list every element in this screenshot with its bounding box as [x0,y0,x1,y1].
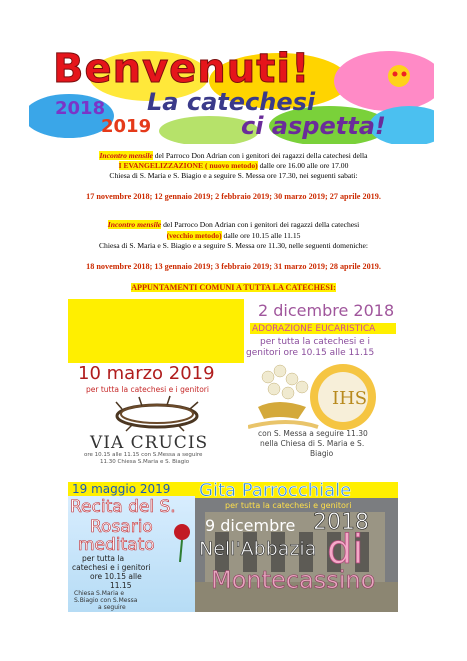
banner-line2: ci aspetta! [241,112,386,140]
adorazione-date: 2 dicembre 2018 [258,301,395,320]
heart-eyes-emoji-icon [388,65,410,87]
poster-adorazione [244,299,400,467]
banner-year-top: 2018 [55,98,106,119]
gita-year: 2018 [313,510,369,535]
adorazione-detail1: con S. Messa a seguire 11.30 [258,429,368,438]
notice-new-line1 [30,151,437,161]
rosario-sub6: S.Biagio con S.Messa [74,597,138,604]
notice-new-method: I EVANGELIZZAZIONE ( nuovo metodo) [118,161,258,170]
rosario-sub3: ore 10.15 alle [90,572,142,581]
adorazione-detail2: nella Chiesa di S. Maria e S. [260,439,365,448]
gita-date: 9 dicembre [205,516,296,535]
notice-old-text2: dalle ore 10.15 alle 11.15 [221,231,301,240]
rosario-sub1: per tutta la [82,554,125,563]
poster-via-crucis [68,299,244,467]
adorazione-sub2: genitori ore 10.15 alle 11.15 [246,348,375,358]
banner-welcome: Benvenuti! [53,46,311,92]
rosario-sub5: Chiesa S.Maria e [74,590,125,597]
rosario-sub4: 11.15 [110,581,132,590]
rosario-sub7: a seguire [98,604,126,611]
svg-text:IHS: IHS [332,388,368,409]
notice-new-text2: dalle ore 16.00 alle ore 17.00 [257,161,349,170]
poster-rosario [68,482,195,612]
notice-new-line3: Chiesa di S. Maria e S. Biagio e a seguire S. Messa ore 17.30, nei seguenti sabati: [109,171,358,180]
rosario-title3: meditato [78,535,155,555]
banner-year-bottom: 2019 [101,116,152,137]
rose-icon [170,522,194,562]
via-crucis-title: VIA CRUCIS [90,433,209,453]
notice-old-line3: Chiesa di S. Maria e S. Biagio e a seguire S. Messa ore 11.30, nelle seguenti domeniche: [98,241,369,250]
gita-place2: di [327,527,364,573]
notice-new-dates: 17 novembre 2018; 12 gennaio 2019; 2 febbraio 2019; 30 marzo 2019; 27 aprile 2019. [86,192,381,201]
notice-new-line2 [30,161,437,171]
via-crucis-detail1: ore 10.15 alle 11.15 con S.Messa a seguire [84,452,203,458]
welcome-banner [29,46,434,144]
rosario-title1: Recita del S. [70,497,176,517]
notice-old-highlight: Incontro mensile [107,220,162,229]
rosario-title2: Rosario [90,517,153,537]
gita-place1: Nell'Abbazia [199,538,317,560]
notice-old-method: (vecchio metodo) [166,231,222,240]
adorazione-sub1: per tutta la catechesi e i [260,337,371,347]
notice-old-line1 [30,220,437,230]
via-crucis-detail2: 11.30 Chiesa S.Maria e S. Biagio [100,459,190,465]
notice-new-highlight: Incontro mensile [99,151,153,160]
via-crucis-date: 10 marzo 2019 [78,363,215,384]
rosario-date: 19 maggio 2019 [72,482,171,496]
poster-yellow-block [68,299,244,363]
poster-gita [195,482,398,612]
monstrance-icon [248,357,398,433]
via-crucis-sub: per tutta la catechesi e i genitori [86,385,209,394]
gita-sub: per tutta la catechesi e genitori [225,501,352,510]
notice-new-text1: del Parroco Don Adrian con i genitori dei ragazzi della catechesi della [152,151,368,160]
gita-place3: Montecassino [211,566,376,594]
gita-title: Gita Parrocchiale [199,482,352,501]
rosario-sub2: catechesi e i genitori [72,563,151,572]
crown-of-thorns-icon [112,394,202,432]
appointments-heading: APPUNTAMENTI COMUNI A TUTTA LA CATECHESI: [131,283,336,292]
adorazione-title: ADORAZIONE EUCARISTICA [252,324,376,334]
notice-old-dates: 18 novembre 2018; 13 gennaio 2019; 3 febbraio 2019; 31 marzo 2019; 28 aprile 2019. [86,262,381,271]
adorazione-detail3: Biagio [310,449,334,458]
banner-line1: La catechesi [147,88,316,116]
notice-old-line2 [30,231,437,241]
notice-old-text1: del Parroco Don Adrian con i genitori dei ragazzi della catechesi [161,220,360,229]
